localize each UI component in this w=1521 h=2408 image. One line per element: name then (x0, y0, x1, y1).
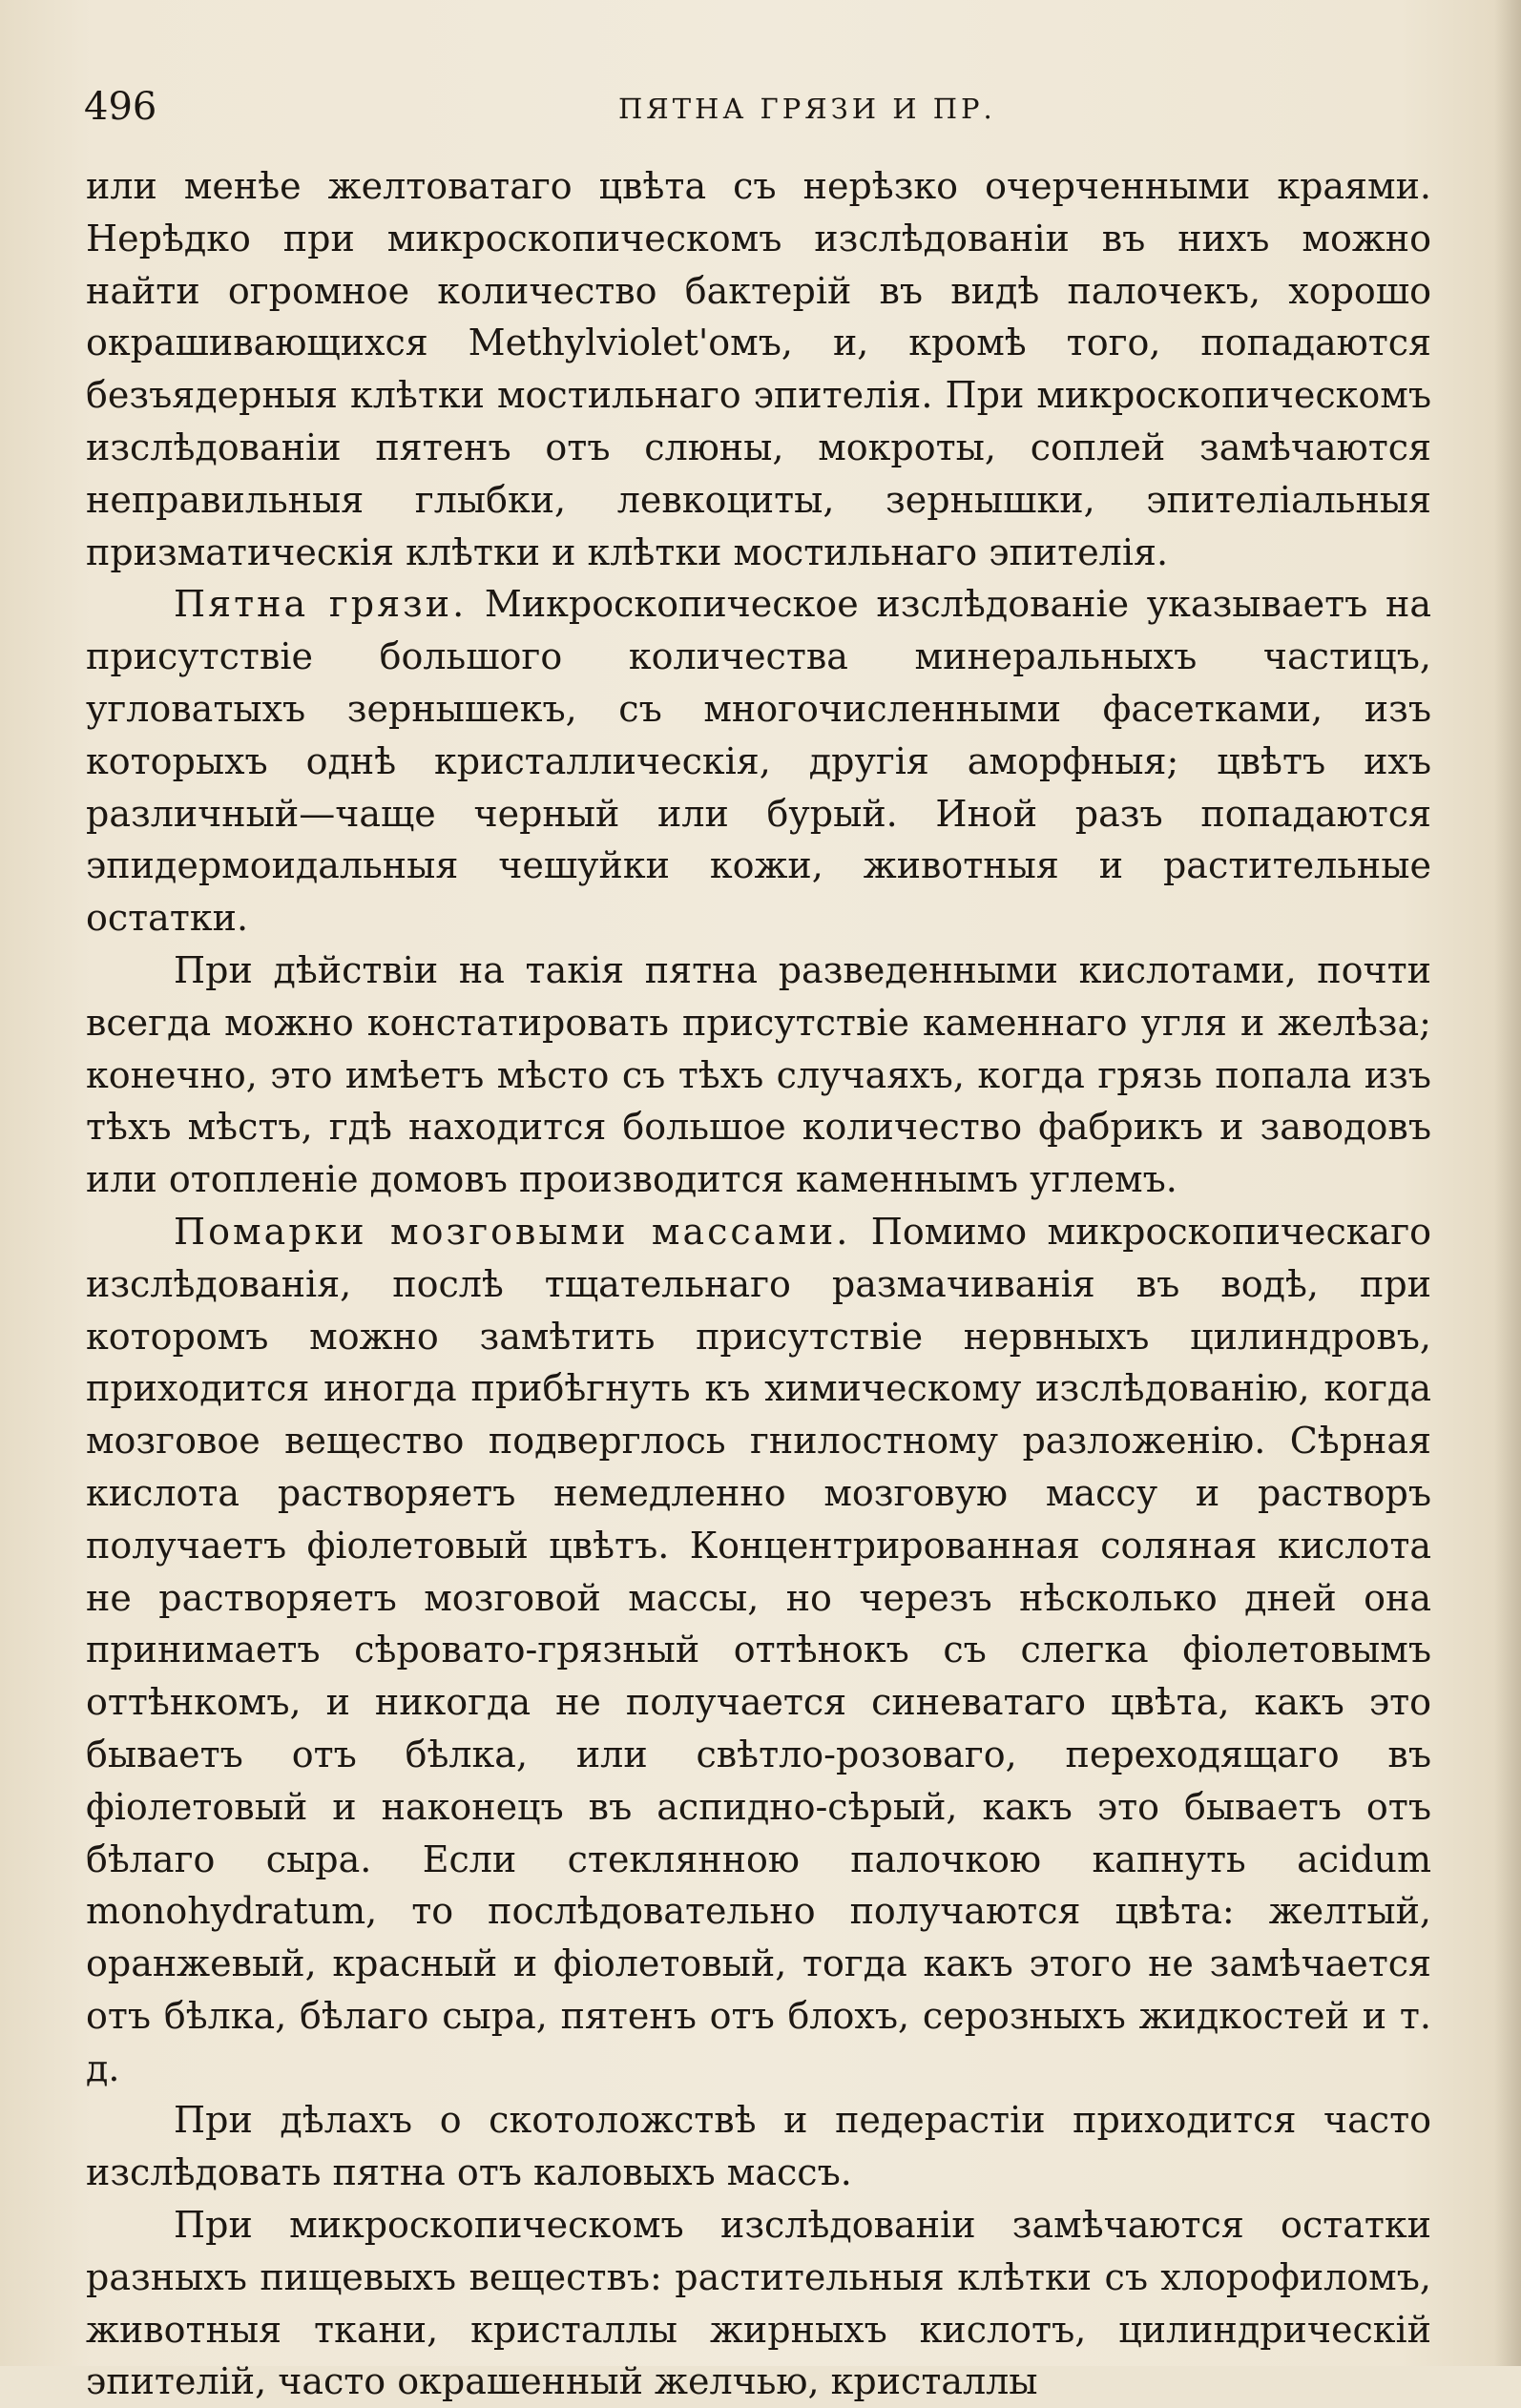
running-title: ПЯТНА ГРЯЗИ И ПР. (618, 93, 996, 125)
section-lead-brain-matter: Помарки мозговыми массами. (174, 1210, 851, 1253)
paragraph-text: или менѣе желтоватаго цвѣта съ нерѣзко очерченными краями. Нерѣдко при микроскопическомъ изслѣдованіи въ нихъ можно найти огромное количество бактерій въ видѣ палочекъ, хорошо окрашивающихся Methylviolet'омъ, и, кромѣ того, попадаются безъядерныя клѣтки мостильнаго эпителія. При микроскопическомъ изслѣдованіи пятенъ отъ слюны, мокроты, соплей замѣчаются неправильныя глыбки, левкоциты, зернышки, эпителіальныя призматическія клѣтки и клѣтки мостильнаго эпителія. (86, 165, 1431, 573)
paragraph-text: При микроскопическомъ изслѣдованіи замѣчаются остатки разныхъ пищевыхъ веществъ: растительныя клѣтки съ хлорофиломъ, животныя ткани, кристаллы жирныхъ кислотъ, цилиндрическій эпителій, часто окрашенный желчью, кристаллы (86, 2204, 1431, 2403)
paragraph-fecal-stains (86, 2094, 1431, 2199)
paragraph-microscopy (86, 2199, 1431, 2408)
paragraph-text: При дѣлахъ о скотоложствѣ и педерастіи приходится часто изслѣдовать пятна отъ каловыхъ массъ. (86, 2099, 1431, 2194)
page-number: 496 (84, 85, 157, 129)
paragraph-dirt-stains (86, 578, 1431, 945)
paragraph-text: Помимо микроскопическаго изслѣдованія, послѣ тщательнаго размачиванія въ водѣ, при которомъ можно замѣтить присутствіе нервныхъ цилиндровъ, приходится иногда прибѣгнуть къ химическому изслѣдованію, когда мозговое вещество подверглось гнилостному разложенію. Сѣрная кислота растворяетъ немедленно мозговую массу и растворъ получаетъ фіолетовый цвѣтъ. Концентрированная соляная кислота не растворяетъ мозговой массы, но черезъ нѣсколько дней она принимаетъ сѣровато-грязный оттѣнокъ съ слегка фіолетовымъ оттѣнкомъ, и никогда не получается синеватаго цвѣта, какъ это бываетъ отъ бѣлка, или свѣтло-розоваго, переходящаго въ фіолетовый и наконецъ въ аспидно-сѣрый, какъ это бываетъ отъ бѣлаго сыра. Если стеклянною палочкою капнуть acidum monohydratum, то послѣдовательно получаются цвѣта: желтый, оранжевый, красный и фіолетовый, тогда какъ этого не замѣчается отъ бѣлка, бѣлаго сыра, пятенъ отъ блохъ, серозныхъ жидкостей и т. д. (86, 1210, 1431, 2089)
paragraph-acid-test (86, 945, 1431, 1206)
section-lead-dirt-stains: Пятна грязи. (174, 583, 468, 626)
paragraph-brain-matter (86, 1206, 1431, 2095)
body-text (86, 160, 1431, 2408)
running-head (84, 78, 1439, 135)
paragraph-continuation (86, 160, 1431, 578)
paragraph-text: При дѣйствіи на такія пятна разведенными кислотами, почти всегда можно констатировать присутствіе каменнаго угля и желѣза; конечно, это имѣетъ мѣсто съ тѣхъ случаяхъ, когда грязь попала изъ тѣхъ мѣстъ, гдѣ находится большое количество фабрикъ и заводовъ или отопленіе домовъ производится каменнымъ углемъ. (86, 948, 1431, 1201)
paragraph-text: Микроскопическое изслѣдованіе указываетъ на присутствіе большого количества минеральныхъ частицъ, угловатыхъ зернышекъ, съ многочисленными фасетками, изъ которыхъ однѣ кристаллическія, другія аморфныя; цвѣтъ ихъ различный—чаще черный или бурый. Иной разъ попадаются эпидермоидальныя чешуйки кожи, животныя и растительные остатки. (86, 583, 1431, 940)
page-edge-shadow (1494, 0, 1521, 2366)
